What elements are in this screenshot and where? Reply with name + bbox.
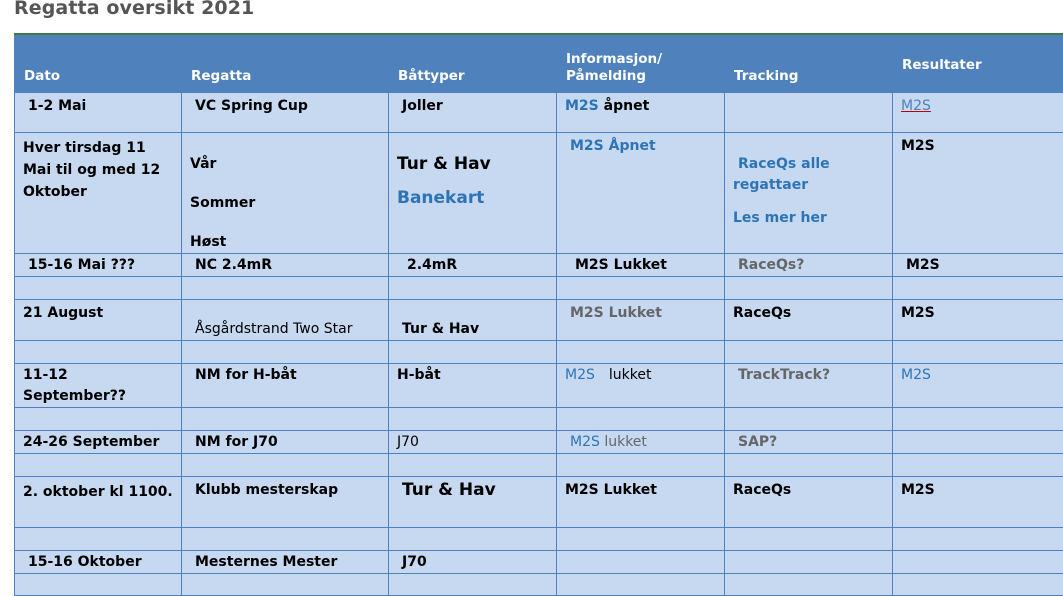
spacer-row (15, 528, 1063, 551)
cell-info: M2S Lukket (557, 300, 725, 341)
cell-battyper: J70 (389, 551, 557, 574)
cell-dato: 24-26 September (15, 431, 182, 454)
cell-tracking: RaceQs (725, 300, 893, 341)
cell-tracking: SAP? (725, 431, 893, 454)
cell-tracking: RaceQs? (725, 254, 893, 277)
cell-dato: 21 August (15, 300, 182, 341)
cell-resultater (893, 93, 1063, 133)
table-row (15, 93, 1063, 133)
cell-resultater (893, 364, 1063, 408)
cell-regatta: Mesternes Mester (182, 551, 389, 574)
cell-battyper: H-båt (389, 364, 557, 408)
cell-resultater: M2S (893, 254, 1063, 277)
regatta-host: Høst (190, 234, 226, 250)
cell-info: M2S åpnet (557, 93, 725, 133)
battyper-text: Tur & Hav (397, 154, 491, 174)
header-informasjon (557, 36, 725, 93)
spacer-row (15, 408, 1063, 431)
spacer-row (15, 574, 1063, 596)
regatta-var: Vår (190, 156, 216, 172)
cell-tracking (725, 93, 893, 133)
cell-battyper: J70 (389, 431, 557, 454)
results-link[interactable]: M2S (901, 367, 931, 383)
table-row (15, 133, 1063, 254)
info-link[interactable]: M2S (565, 434, 600, 450)
table-row (15, 254, 1063, 277)
cell-info: M2S Lukket (557, 477, 725, 528)
cell-battyper: 2.4mR (389, 254, 557, 277)
cell-dato: 1-2 Mai (15, 93, 182, 133)
header-battyper: Båttyper (389, 36, 557, 93)
header-regatta: Regatta (182, 36, 389, 93)
table-row (15, 551, 1063, 574)
cell-resultater: M2S (893, 133, 1063, 254)
cell-regatta: Åsgårdstrand Two Star (182, 300, 389, 341)
regatta-table (14, 35, 1063, 596)
cell-tracking: TrackTrack? (725, 364, 893, 408)
cell-dato: 15-16 Mai ??? (15, 254, 182, 277)
cell-info (557, 551, 725, 574)
header-tracking: Tracking (725, 36, 893, 93)
cell-regatta: NM for J70 (182, 431, 389, 454)
cell-regatta: NC 2.4mR (182, 254, 389, 277)
cell-battyper: Tur & Hav (389, 477, 557, 528)
results-link[interactable]: M2S (901, 98, 931, 114)
cell-battyper: Tur & Hav (389, 300, 557, 341)
banekart-link[interactable]: Banekart (397, 188, 484, 208)
cell-dato: 2. oktober kl 1100. (15, 477, 182, 528)
page-title: Regatta oversikt 2021 (14, 0, 254, 19)
cell-regatta: NM for H-båt (182, 364, 389, 408)
table-row (15, 300, 1063, 341)
cell-resultater (893, 551, 1063, 574)
cell-info: M2S lukket (557, 431, 725, 454)
regatta-sommer: Sommer (190, 195, 255, 211)
header-resultater: Resultater (893, 36, 1063, 93)
table-row (15, 431, 1063, 454)
tracking-link[interactable]: RaceQs alle regattaer (733, 156, 830, 193)
info-link[interactable]: M2S (565, 367, 595, 383)
cell-tracking (725, 133, 893, 254)
table-row (15, 364, 1063, 408)
cell-dato: Hver tirsdag 11 Mai til og med 12 Oktober (15, 133, 182, 254)
table-row (15, 477, 1063, 528)
cell-info: M2S lukket (557, 364, 725, 408)
cell-tracking (725, 551, 893, 574)
cell-resultater (893, 431, 1063, 454)
cell-info: M2S Lukket (557, 254, 725, 277)
header-info-line2: Påmelding (566, 68, 646, 84)
cell-regatta (182, 133, 389, 254)
info-link[interactable]: M2S Åpnet (565, 136, 656, 157)
spacer-row (15, 341, 1063, 364)
cell-dato: 15-16 Oktober (15, 551, 182, 574)
cell-info (557, 133, 725, 254)
cell-dato: 11-12 September?? (15, 364, 182, 408)
cell-resultater: M2S (893, 477, 1063, 528)
header-info-line1: Informasjon/ (566, 51, 662, 67)
cell-regatta: VC Spring Cup (182, 93, 389, 133)
header-dato: Dato (15, 36, 182, 93)
header-row (15, 36, 1063, 93)
cell-resultater: M2S (893, 300, 1063, 341)
cell-battyper: Joller (389, 93, 557, 133)
spacer-row (15, 454, 1063, 477)
cell-tracking: RaceQs (725, 477, 893, 528)
les-mer-link[interactable]: Les mer her (733, 210, 827, 226)
info-link[interactable]: M2S (565, 98, 599, 114)
cell-regatta: Klubb mesterskap (182, 477, 389, 528)
spacer-row (15, 277, 1063, 300)
cell-battyper (389, 133, 557, 254)
